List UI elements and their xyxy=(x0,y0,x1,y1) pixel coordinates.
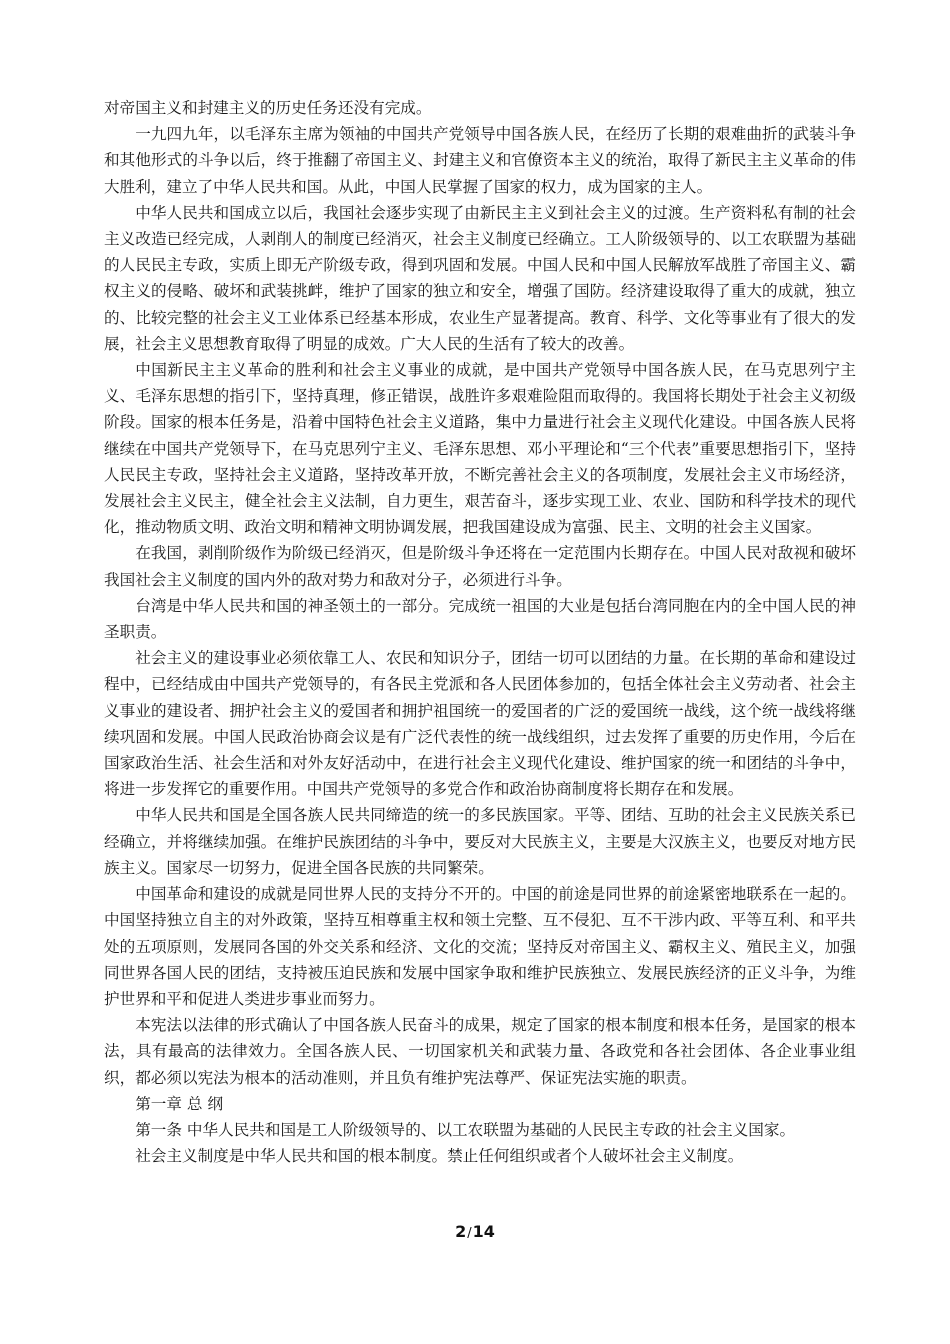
paragraph-continuation: 对帝国主义和封建主义的历史任务还没有完成。 xyxy=(104,99,432,117)
paragraph-taiwan: 台湾是中华人民共和国的神圣领土的一部分。完成统一祖国的大业是包括台湾同胞在内的全中国人民的神圣职责。 xyxy=(104,596,856,642)
chapter-heading: 第一章 总 纲 xyxy=(135,1094,224,1113)
paragraph-ethnic-unity: 中华人民共和国是全国各族人民共同缔造的统一的多民族国家。平等、团结、互助的社会主义民族关系已经确立，并将继续加强。在维护民族团结的斗争中，要反对大民族主义，主要是大汉族主义，也要反对地方民族主义。国家尽一切努力，促进全国各民族的共同繁荣。 xyxy=(104,806,856,877)
total-pages-number: 14 xyxy=(472,1222,495,1241)
current-page-number: 2 xyxy=(455,1222,467,1241)
article-one: 第一条 中华人民共和国是工人阶级领导的、以工农联盟为基础的人民民主专政的社会主义国家。 xyxy=(135,1120,796,1139)
paragraph-socialist-transition: 中华人民共和国成立以后，我国社会逐步实现了由新民主主义到社会主义的过渡。生产资料私有制的社会主义改造已经完成，人剥削人的制度已经消灭，社会主义制度已经确立。工人阶级领导的、以工农联盟为基础的人民民主专政，实质上即无产阶级专政，得到巩固和发展。中国人民和中国人民解放军战胜了帝国主义、霸权主义的侵略、破坏和武装挑衅，维护了国家的独立和安全，增强了国防。经济建设取得了重大的成就，独立的、比较完整的社会主义工业体系已经基本形成，农业生产显著提高。教育、科学、文化等事业有了很大的发展，社会主义思想教育取得了明显的成效。广大人民的生活有了较大的改善。 xyxy=(104,203,856,353)
paragraph-class-struggle: 在我国，剥削阶级作为阶级已经消灭，但是阶级斗争还将在一定范围内长期存在。中国人民对敌视和破坏我国社会主义制度的国内外的敌对势力和敌对分子，必须进行斗争。 xyxy=(104,544,856,589)
paragraph-fundamental-task: 中国新民主主义革命的胜利和社会主义事业的成就，是中国共产党领导中国各族人民，在马克思列宁主义、毛泽东思想的指引下，坚持真理，修正错误，战胜许多艰难险阻而取得的。我国将长期处于社会主义初级阶段。国家的根本任务是，沿着中国特色社会主义道路，集中力量进行社会主义现代化建设。中国各族人民将继续在中国共产党领导下，在马克思列宁主义、毛泽东思想、邓小平理论和“三个代表”重要思想指引下，坚持人民民主专政，坚持社会主义道路，坚持改革开放，不断完善社会主义的各项制度，发展社会主义市场经济，发展社会主义民主，健全社会主义法制，自力更生，艰苦奋斗，逐步实现工业、农业、国防和科学技术的现代化，推动物质文明、政治文明和精神文明协调发展，把我国建设成为富强、民主、文明的社会主义国家。 xyxy=(104,361,856,537)
paragraph-socialist-system: 社会主义制度是中华人民共和国的根本制度。禁止任何组织或者个人破坏社会主义制度。 xyxy=(135,1147,744,1166)
paragraph-foreign-policy: 中国革命和建设的成就是同世界人民的支持分不开的。中国的前途是同世界的前途紧密地联系在一起的。中国坚持独立自主的对外政策，坚持互相尊重主权和领土完整、互不侵犯、互不干涉内政、平等互利、和平共处的五项原则，发展同各国的外交关系和经济、文化的交流；坚持反对帝国主义、霸权主义、殖民主义，加强同世界各国人民的团结，支持被压迫民族和发展中国家争取和维护民族独立、发展民族经济的正义斗争，为维护世界和平和促进人类进步事业而努力。 xyxy=(104,885,856,1008)
paragraph-united-front: 社会主义的建设事业必须依靠工人、农民和知识分子，团结一切可以团结的力量。在长期的革命和建设过程中，已经结成由中国共产党领导的，有各民主党派和各人民团体参加的，包括全体社会主义劳动者、社会主义事业的建设者、拥护社会主义的爱国者和拥护祖国统一的爱国者的广泛的爱国统一战线，这个统一战线将继续巩固和发展。中国人民政治协商会议是有广泛代表性的统一战线组织，过去发挥了重要的历史作用，今后在国家政治生活、社会生活和对外友好活动中，在进行社会主义现代化建设、维护国家的统一和团结的斗争中，将进一步发挥它的重要作用。中国共产党领导的多党合作和政治协商制度将长期存在和发展。 xyxy=(104,649,856,799)
page-number xyxy=(0,1222,950,1241)
paragraph-1949-founding: 一九四九年，以毛泽东主席为领袖的中国共产党领导中国各族人民，在经历了长期的艰难曲折的武装斗争和其他形式的斗争以后，终于推翻了帝国主义、封建主义和官僚资本主义的统治，取得了新民主主义革命的伟大胜利，建立了中华人民共和国。从此，中国人民掌握了国家的权力，成为国家的主人。 xyxy=(104,125,856,196)
document-body xyxy=(104,95,856,1169)
page-separator: / xyxy=(467,1226,472,1241)
paragraph-constitution-authority: 本宪法以法律的形式确认了中国各族人民奋斗的成果，规定了国家的根本制度和根本任务，是国家的根本法，具有最高的法律效力。全国各族人民、一切国家机关和武装力量、各政党和各社会团体、各企业事业组织，都必须以宪法为根本的活动准则，并且负有维护宪法尊严、保证宪法实施的职责。 xyxy=(104,1016,856,1087)
